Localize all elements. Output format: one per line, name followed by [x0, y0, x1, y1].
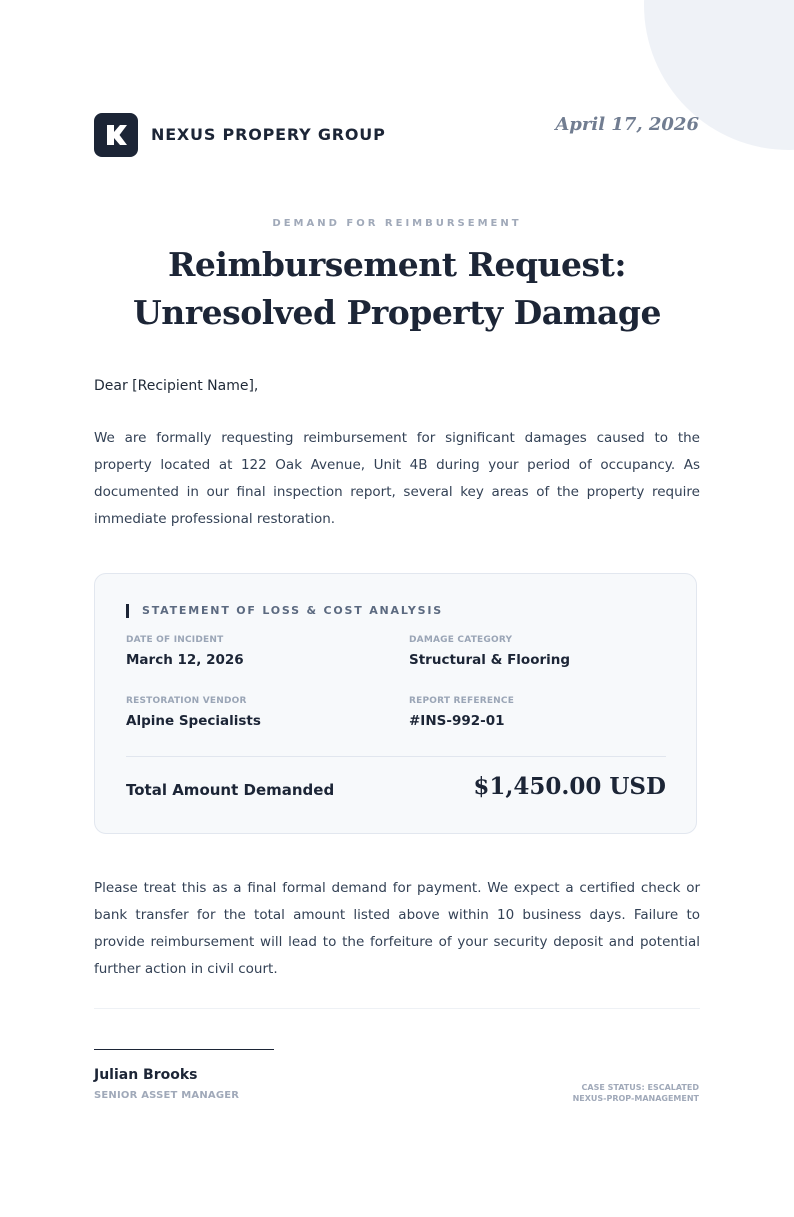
footer-divider — [94, 1008, 700, 1009]
total-amount-value: $1,450.00 USD — [473, 773, 666, 800]
statement-heading: STATEMENT OF LOSS & COST ANALYSIS — [126, 604, 443, 618]
field-value: Structural & Flooring — [409, 652, 571, 668]
signer-name: Julian Brooks — [94, 1067, 198, 1083]
field-label: REPORT REFERENCE — [409, 696, 515, 706]
title-line-2: Unresolved Property Damage — [133, 293, 661, 332]
statement-of-loss-card — [94, 573, 697, 834]
field-report-reference — [409, 696, 514, 729]
case-status: CASE STATUS: ESCALATED — [581, 1083, 699, 1092]
title-line-1: Reimbursement Request: — [167, 245, 627, 284]
document-title — [0, 241, 794, 337]
field-value: Alpine Specialists — [126, 713, 261, 729]
field-restoration-vendor — [126, 696, 261, 729]
field-value: #INS-992-01 — [409, 713, 505, 729]
case-reference: NEXUS-PROP-MANAGEMENT — [572, 1094, 699, 1103]
document-eyebrow: DEMAND FOR REIMBURSEMENT — [272, 218, 522, 229]
letter-date: April 17, 2026 — [555, 114, 699, 135]
total-amount-label: Total Amount Demanded — [126, 781, 335, 799]
field-label: DATE OF INCIDENT — [126, 635, 224, 645]
signer-title: SENIOR ASSET MANAGER — [94, 1090, 240, 1101]
field-date-of-incident — [126, 635, 244, 668]
field-damage-category — [409, 635, 570, 668]
signature-line — [94, 1049, 274, 1050]
field-label: DAMAGE CATEGORY — [409, 635, 513, 645]
salutation: Dear [Recipient Name], — [94, 378, 259, 394]
company-name: NEXUS PROPERY GROUP — [151, 125, 386, 144]
company-logo-icon — [94, 113, 138, 157]
field-label: RESTORATION VENDOR — [126, 696, 247, 706]
body-paragraph-1: We are formally requesting reimbursement for significant damages caused to the property located at 122 Oak Avenue, Unit 4B during your period of occupancy. As documented in our final inspection report, several key areas of the property require immediate professional restoration. — [94, 430, 700, 527]
body-paragraph-2: Please treat this as a final formal demand for payment. We expect a certified check or bank transfer for the total amount listed above within 10 business days. Failure to provide reimbursement will lead to the forfeiture of your security deposit and potential further action in civil court. — [94, 880, 700, 977]
case-status-block — [573, 1082, 699, 1104]
field-value: March 12, 2026 — [126, 652, 244, 668]
statement-divider — [126, 756, 666, 757]
